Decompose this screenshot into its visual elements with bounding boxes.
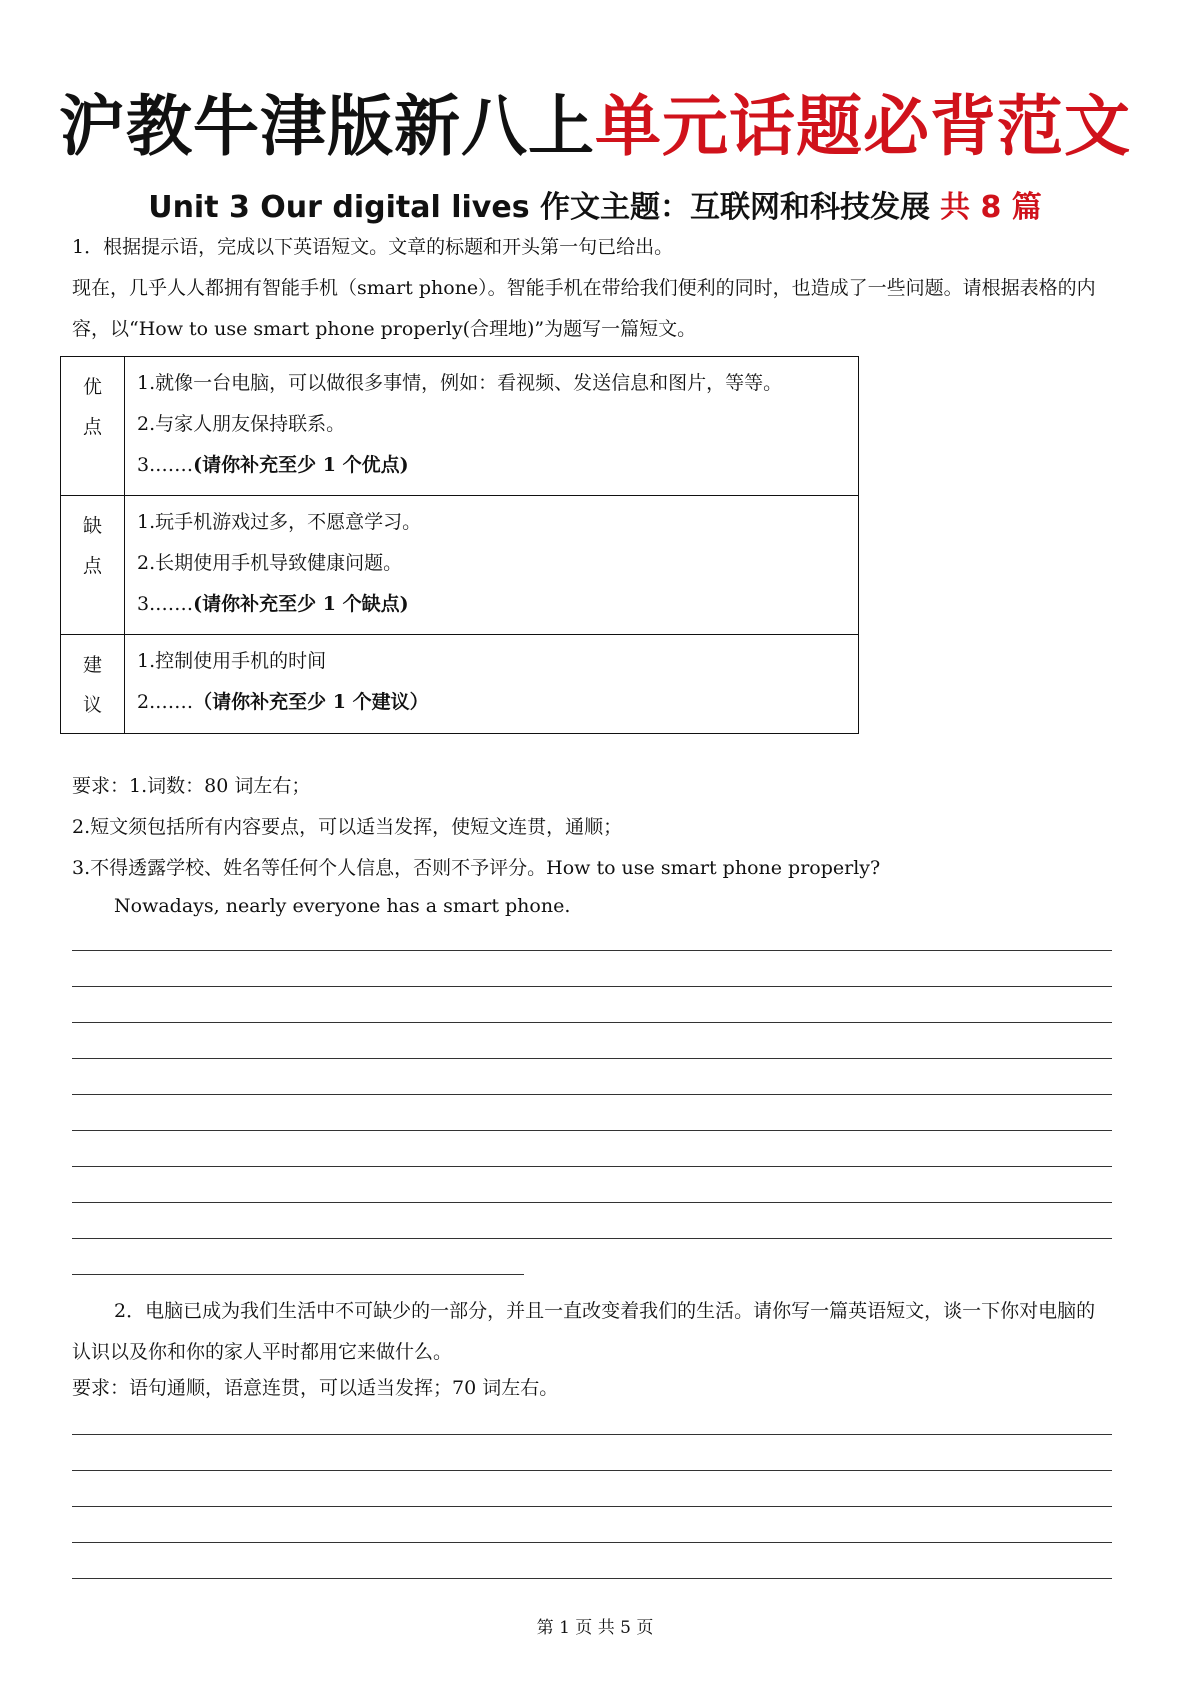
- answer-line[interactable]: [72, 1506, 1112, 1507]
- pros-content: [125, 357, 859, 496]
- unit-subtitle: [0, 188, 1190, 228]
- answer-line[interactable]: [72, 1274, 524, 1275]
- requirements-table: [60, 356, 859, 734]
- answer-line[interactable]: [72, 1022, 1112, 1023]
- answer-line[interactable]: [72, 1470, 1112, 1471]
- cons-content: [125, 496, 859, 635]
- pros-item-3: 3.……(请你补充至少 1 个优点): [137, 454, 409, 476]
- essay-count: 共 8 篇: [940, 190, 1042, 225]
- title-red-part: 单元话题必背范文: [595, 88, 1131, 165]
- advice-item-2: 2.……（请你补充至少 1 个建议）: [137, 691, 429, 713]
- cons-item-1: 1.玩手机游戏过多，不愿意学习。: [137, 511, 422, 533]
- q1-intro: 1．根据提示语，完成以下英语短文。文章的标题和开头第一句已给出。: [72, 236, 674, 258]
- q1-requirement-2: 2.短文须包括所有内容要点，可以适当发挥，使短文连贯，通顺；: [72, 816, 623, 838]
- answer-line[interactable]: [72, 986, 1112, 987]
- table-row-advice: [61, 635, 859, 734]
- title-black-part: 沪教牛津版新八上: [59, 88, 595, 165]
- pros-item-2: 2.与家人朋友保持联系。: [137, 413, 346, 435]
- answer-line[interactable]: [72, 1166, 1112, 1167]
- table-row-cons: [61, 496, 859, 635]
- q1-requirement-3: 3.不得透露学校、姓名等任何个人信息，否则不予评分。How to use smart phone properly?: [72, 857, 881, 879]
- page-number: 第 1 页 共 5 页: [536, 1618, 654, 1638]
- answer-line[interactable]: [72, 1094, 1112, 1095]
- cons-item-3: 3.……(请你补充至少 1 个缺点): [137, 593, 409, 615]
- q1-start-sentence: Nowadays, nearly everyone has a smart phone.: [114, 895, 571, 917]
- answer-line[interactable]: [72, 1202, 1112, 1203]
- pros-header: 优点: [61, 357, 125, 496]
- answer-line[interactable]: [72, 1434, 1112, 1435]
- pros-item-1: 1.就像一台电脑，可以做很多事情，例如：看视频、发送信息和图片，等等。: [137, 372, 783, 394]
- cons-item-2: 2.长期使用手机导致健康问题。: [137, 552, 403, 574]
- answer-line[interactable]: [72, 1130, 1112, 1131]
- advice-header: 建议: [61, 635, 125, 734]
- advice-item-1: 1.控制使用手机的时间: [137, 650, 327, 672]
- table-row-pros: [61, 357, 859, 496]
- q2-description: 2．电脑已成为我们生活中不可缺少的一部分，并且一直改变着我们的生活。请你写一篇英语短文，谈一下你对电脑的认识以及你和你的家人平时都用它来做什么。: [72, 1300, 1096, 1363]
- subtitle-text: Unit 3 Our digital lives 作文主题：互联网和科技发展: [148, 190, 931, 225]
- advice-content: [125, 635, 859, 734]
- cons-header: 缺点: [61, 496, 125, 635]
- answer-line[interactable]: [72, 950, 1112, 951]
- answer-line[interactable]: [72, 1058, 1112, 1059]
- answer-line[interactable]: [72, 1238, 1112, 1239]
- answer-line[interactable]: [72, 1578, 1112, 1579]
- q1-description: 现在，几乎人人都拥有智能手机（smart phone）。智能手机在带给我们便利的同时，也造成了一些问题。请根据表格的内容，以“How to use smart phone properly(合理地)”为题写一篇短文。: [72, 277, 1096, 340]
- answer-line[interactable]: [72, 1542, 1112, 1543]
- q1-requirement-1: 要求：1.词数：80 词左右；: [72, 775, 311, 797]
- page-title: [0, 82, 1190, 172]
- q2-requirement: 要求：语句通顺，语意连贯，可以适当发挥；70 词左右。: [72, 1377, 559, 1399]
